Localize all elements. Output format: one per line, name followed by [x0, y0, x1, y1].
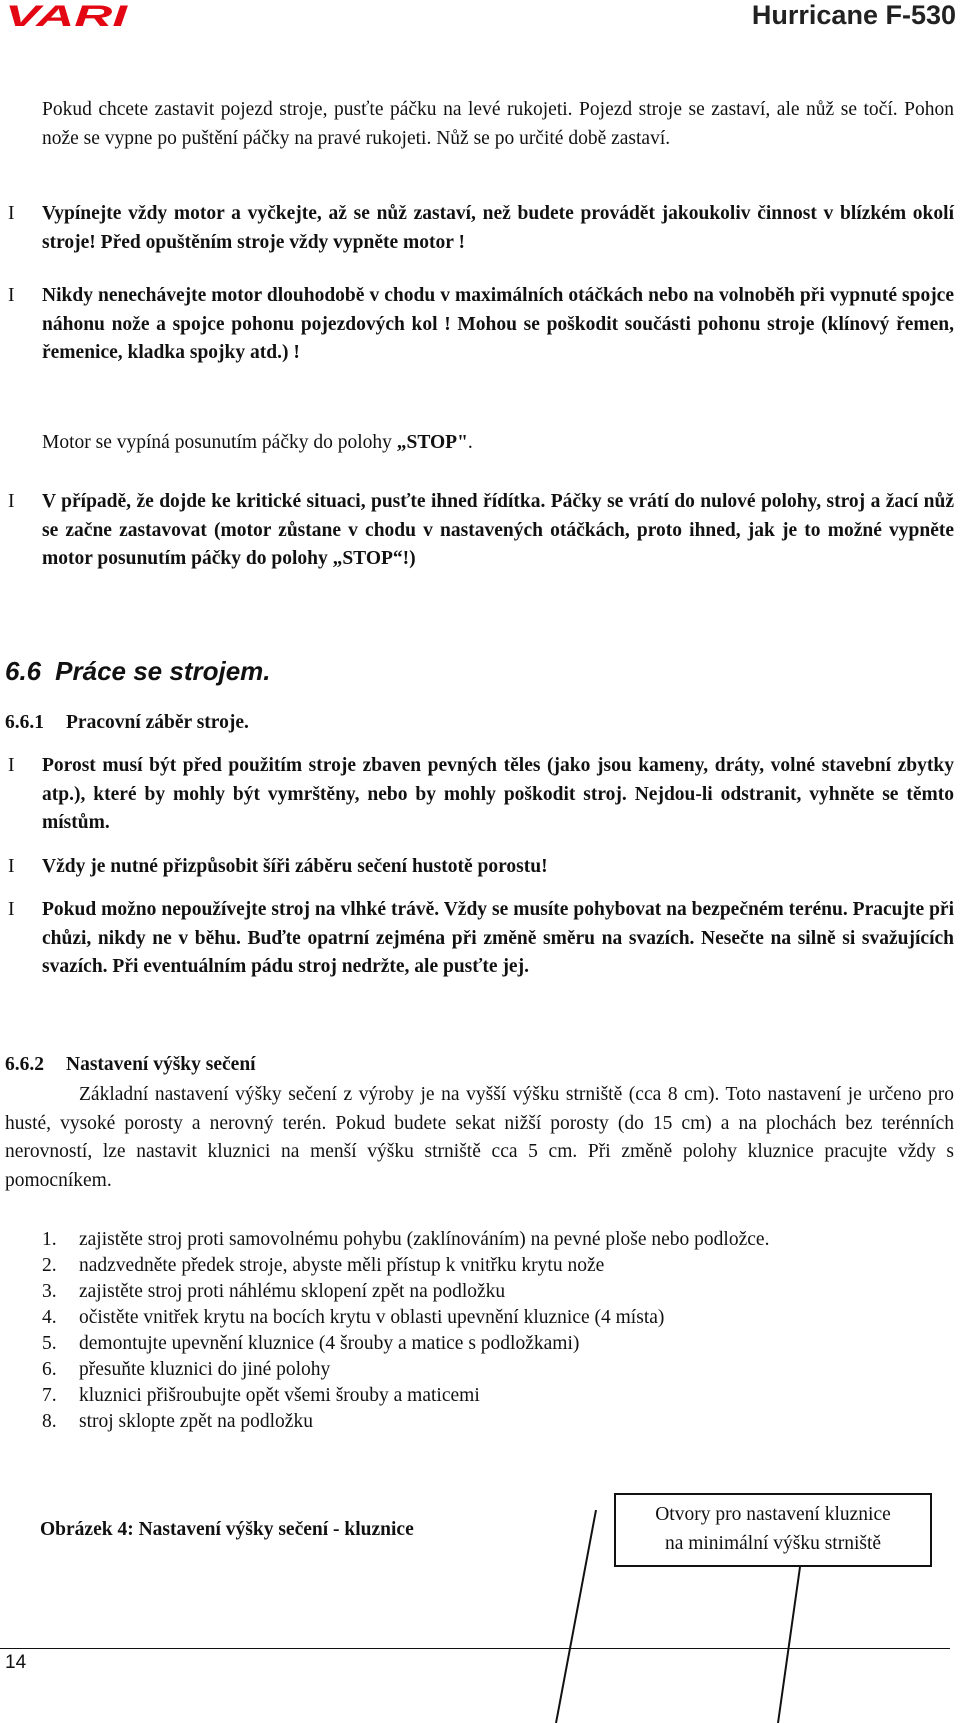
pointer-line-right — [778, 1567, 800, 1723]
step-number: 7. — [42, 1385, 57, 1406]
sub1-bullet-mark-2: I — [8, 856, 15, 877]
pointer-line-left — [556, 1510, 596, 1723]
bullet-mark-critical: I — [8, 491, 15, 512]
callout-line-2: na minimální výšku strniště — [664, 1533, 882, 1554]
step-number: 4. — [42, 1307, 57, 1328]
sub1-bullet-text-2: Vždy je nutné přizpůsobit šíři záběru sečení hustotě porostu! — [42, 856, 548, 877]
subsection-2-number: 6.6.2 — [5, 1054, 44, 1075]
bullet-text-critical: V případě, že dojde ke kritické situaci, pusťte ihned řídítka. Páčky se vrátí do nulové polohy, stroj a žací nůž se začne zastavovat (motor zůstane v chodu v nastavených otáčkách, proto ihned, jak je to možné vypněte motor posunutím páčky do polohy „STOP“!) — [42, 491, 954, 569]
subsection-1-heading — [5, 712, 249, 734]
sub1-bullet-mark-3: I — [8, 899, 15, 920]
section-heading — [5, 656, 271, 687]
step-item — [42, 1331, 954, 1357]
steps-list — [42, 1227, 954, 1435]
model-title: Hurricane F-530 — [751, 0, 956, 30]
bullet-text-2: Nikdy nenechávejte motor dlouhodobě v chodu v maximálních otáčkách nebo na volnoběh při vypnuté spojce náhonu nože a spojce pohonu pojezdových kol ! Mohou se poškodit součásti pohonu stroje (klínový řemen, řemenice, kladka spojky atd.) ! — [42, 285, 954, 363]
step-number: 5. — [42, 1333, 57, 1354]
intro-paragraph — [42, 96, 954, 153]
subsection-2-title: Nastavení výšky sečení — [66, 1054, 256, 1075]
subsection-2-paragraph: Základní nastavení výšky sečení z výroby je na vyšší výšku strniště (cca 8 cm). Toto nastavení je určeno pro husté, vysoké porosty a nerovný terén. Pokud budete sekat nižší porosty (do 15 cm) a na plochách bez terénních nerovností, lze nastavit kluznici na menší výšku strniště cca 5 cm. Při změně polohy kluznice pracujte vždy s pomocníkem. — [5, 1084, 954, 1191]
vari-logo — [5, 2, 135, 30]
step-text: kluznici přišroubujte opět všemi šrouby a maticemi — [79, 1385, 480, 1406]
section-title: Práce se strojem. — [55, 656, 271, 686]
motor-stop-suffix: . — [467, 432, 473, 453]
subsection-1-title: Pracovní záběr stroje. — [66, 712, 249, 733]
figure-caption: Obrázek 4: Nastavení výšky sečení - kluznice — [40, 1519, 414, 1540]
step-text: přesuňte kluznici do jiné polohy — [79, 1359, 331, 1380]
section-number: 6.6 — [5, 656, 42, 686]
subsection-1-number: 6.6.1 — [5, 712, 44, 733]
page-number: 14 — [5, 1652, 27, 1673]
step-text: očistěte vnitřek krytu na bocích krytu v oblasti upevnění kluznice (4 místa) — [79, 1307, 665, 1328]
subsection-2-heading — [5, 1054, 256, 1076]
footer-divider — [0, 1648, 950, 1649]
intro-text: Pokud chcete zastavit pojezd stroje, pusťte páčku na levé rukojeti. Pojezd stroje se zastaví, ale nůž se točí. Pohon nože se vypne po puštění páčky na pravé rukojeti. Nůž se po určité době zastaví. — [42, 99, 954, 149]
step-item — [42, 1305, 954, 1331]
step-item — [42, 1383, 954, 1409]
step-item — [42, 1279, 954, 1305]
motor-stop-line — [42, 429, 954, 458]
sub1-bullet-text-1: Porost musí být před použitím stroje zbaven pevných těles (jako jsou kameny, dráty, volné stavební zbytky atp.), které by mohly být vymrštěny, nebo by mohly poškodit stroj. Nejdou-li odstranit, vyhněte se těmto místům. — [42, 755, 954, 833]
steps-ol — [42, 1227, 954, 1435]
step-number: 2. — [42, 1255, 57, 1276]
step-text: zajistěte stroj proti samovolnému pohybu (zaklínováním) na pevné ploše nebo podložce. — [79, 1229, 770, 1250]
bullet-mark-1: I — [8, 203, 15, 224]
callout-line-1: Otvory pro nastavení kluznice — [655, 1504, 891, 1525]
motor-stop-prefix: Motor se vypíná posunutím páčky do polohy — [42, 432, 397, 453]
step-text: demontujte upevnění kluznice (4 šrouby a matice s podložkami) — [79, 1333, 580, 1354]
sub1-bullet-text-3: Pokud možno nepoužívejte stroj na vlhké trávě. Vždy se musíte pohybovat na bezpečném terénu. Pracujte při chůzi, nikdy ne v běhu. Buďte opatrní zejména při změně směru na svazích. Nesečte na silně si svažujících svazích. Při eventuálním pádu stroj nedržte, ale pusťte jej. — [42, 899, 954, 977]
step-number: 3. — [42, 1281, 57, 1302]
bullet-mark-2: I — [8, 285, 15, 306]
step-number: 8. — [42, 1411, 57, 1432]
vari-logo-graphic — [5, 2, 135, 30]
step-number: 6. — [42, 1359, 57, 1380]
sub1-bullet-mark-1: I — [8, 755, 15, 776]
step-item — [42, 1253, 954, 1279]
step-text: nadzvedněte předek stroje, abyste měli přístup k vnitřku krytu nože — [79, 1255, 605, 1276]
brand-text: VARI — [5, 2, 129, 30]
step-text: stroj sklopte zpět na podložku — [79, 1411, 313, 1432]
step-item — [42, 1357, 954, 1383]
step-item — [42, 1409, 954, 1435]
step-text: zajistěte stroj proti náhlému sklopení zpět na podložku — [79, 1281, 506, 1302]
figure-callout — [614, 1493, 932, 1567]
bullet-text-1: Vypínejte vždy motor a vyčkejte, až se nůž zastaví, než budete provádět jakoukoliv činnost v blízkém okolí stroje! Před opuštěním stroje vždy vypněte motor ! — [42, 203, 954, 253]
motor-stop-word: „STOP" — [396, 432, 468, 453]
step-number: 1. — [42, 1229, 57, 1250]
step-item — [42, 1227, 954, 1253]
